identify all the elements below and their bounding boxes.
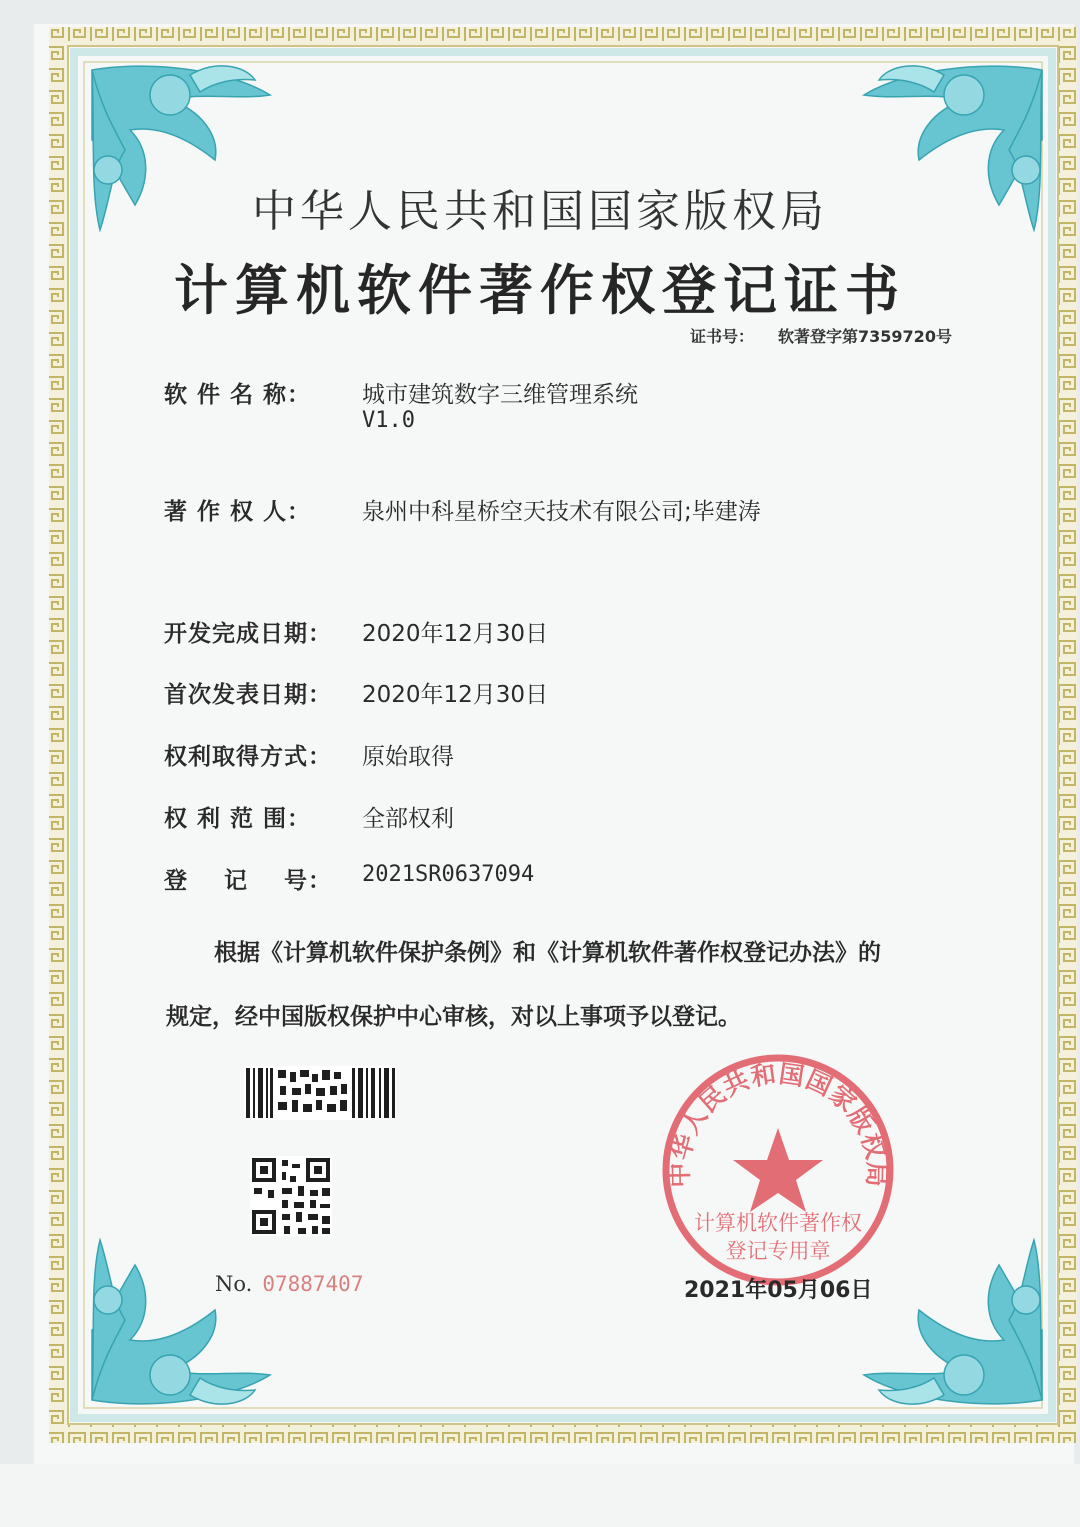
serial-label: No. xyxy=(215,1272,253,1296)
registration-number-value: 2021SR0637094 xyxy=(362,862,535,887)
publish-date-value: 2020年12月30日 xyxy=(362,682,549,708)
acquire-method-label: 权利取得方式： xyxy=(164,744,332,770)
owner-value: 泉州中科星桥空天技术有限公司;毕建涛 xyxy=(362,499,761,525)
registration-number-label: 登 记 号： xyxy=(164,868,333,894)
certificate-number-label: 证书号： xyxy=(690,327,755,346)
qr-code xyxy=(250,1156,332,1236)
issue-date: 2021年05月06日 xyxy=(684,1278,873,1303)
certificate-number xyxy=(690,324,952,347)
owner-label: 著 作 权 人： xyxy=(164,499,312,525)
acquire-method-value: 原始取得 xyxy=(362,744,454,770)
publish-date-label: 首次发表日期： xyxy=(164,682,332,708)
barcode xyxy=(244,1066,396,1120)
official-seal xyxy=(665,1058,891,1282)
seal-inner-line-1: 计算机软件著作权 xyxy=(694,1211,862,1235)
issuer-title: 中华人民共和国国家版权局 xyxy=(252,186,828,237)
statement-line-2: 规定，经中国版权保护中心审核，对以上事项予以登记。 xyxy=(166,1004,741,1030)
dev-date-value: 2020年12月30日 xyxy=(362,621,549,647)
software-name-value: 城市建筑数字三维管理系统 xyxy=(362,382,638,408)
rights-scope-label: 权 利 范 围： xyxy=(164,806,312,832)
rights-scope-value: 全部权利 xyxy=(362,806,454,832)
software-name-label: 软 件 名 称： xyxy=(164,382,312,408)
software-version-value: V1.0 xyxy=(362,408,415,433)
statement-line-1: 根据《计算机软件保护条例》和《计算机软件著作权登记办法》的 xyxy=(214,940,881,966)
certificate-title: 计算机软件著作权登记证书 xyxy=(174,258,906,322)
serial-value: 07887407 xyxy=(262,1272,364,1296)
seal-ring-text: 中华人民共和国国家版权局 xyxy=(664,1058,892,1188)
dev-date-label: 开发完成日期： xyxy=(164,621,332,647)
certificate-number-value: 软著登字第7359720号 xyxy=(778,327,952,346)
serial-number xyxy=(215,1272,363,1296)
seal-inner-line-2: 登记专用章 xyxy=(725,1239,831,1263)
